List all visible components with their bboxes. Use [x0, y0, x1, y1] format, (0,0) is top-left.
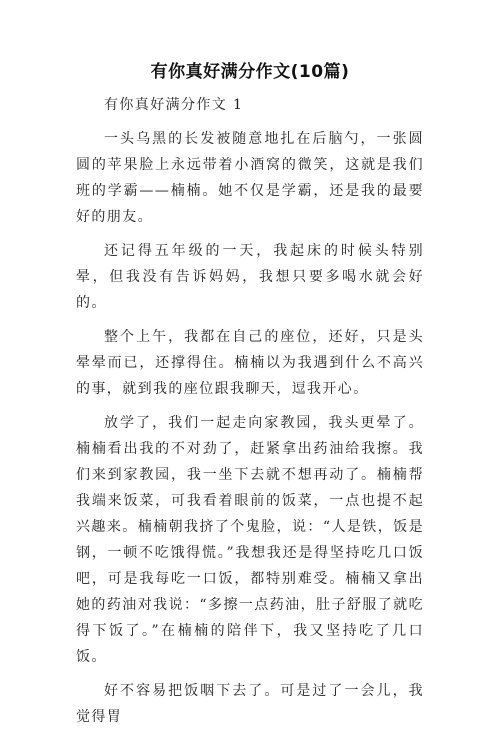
paragraph-3: 整个上午，我都在自己的座位，还好，只是头晕晕而已，还撑得住。楠楠以为我遇到什么不高兴的事，就到我的座位跟我聊天，逗我开心。 [76, 329, 424, 397]
paragraph-1: 一头乌黑的长发被随意地扎在后脑勺，一张圆圆的苹果脸上永远带着小酒窝的微笑，这就是我们班的学霸——楠楠。她不仅是学霸，还是我的最要好的朋友。 [76, 131, 424, 225]
document-title: 有你真好满分作文(10篇) [150, 62, 350, 82]
paragraph-5: 好不容易把饭咽下去了。可是过了一会儿，我觉得胃 [76, 683, 424, 725]
essay-subtitle: 有你真好满分作文 1 [104, 97, 244, 113]
paragraph-2: 还记得五年级的一天，我起床的时候头特别晕，但我没有告诉妈妈，我想只要多喝水就会好的。 [76, 243, 424, 311]
document-body [76, 92, 424, 730]
paragraph-4: 放学了，我们一起走向家教园，我头更晕了。楠楠看出我的不对劲了，赶紧拿出药油给我擦。我们来到家教园，我一坐下去就不想再动了。楠楠帮我端来饭菜，可我看着眼前的饭菜，一点也提不起兴趣来。楠楠朝我挤了个鬼脸，说：“人是铁，饭是钢，一顿不吃饿得慌。”我想我还是得坚持吃几口饭吧，可是我每吃一口饭，都特别难受。楠楠又拿出她的药油对我说：“多擦一点药油，肚子舒服了就吃得下饭了。”在楠楠的陪伴下，我又坚持吃了几口饭。 [76, 415, 424, 665]
